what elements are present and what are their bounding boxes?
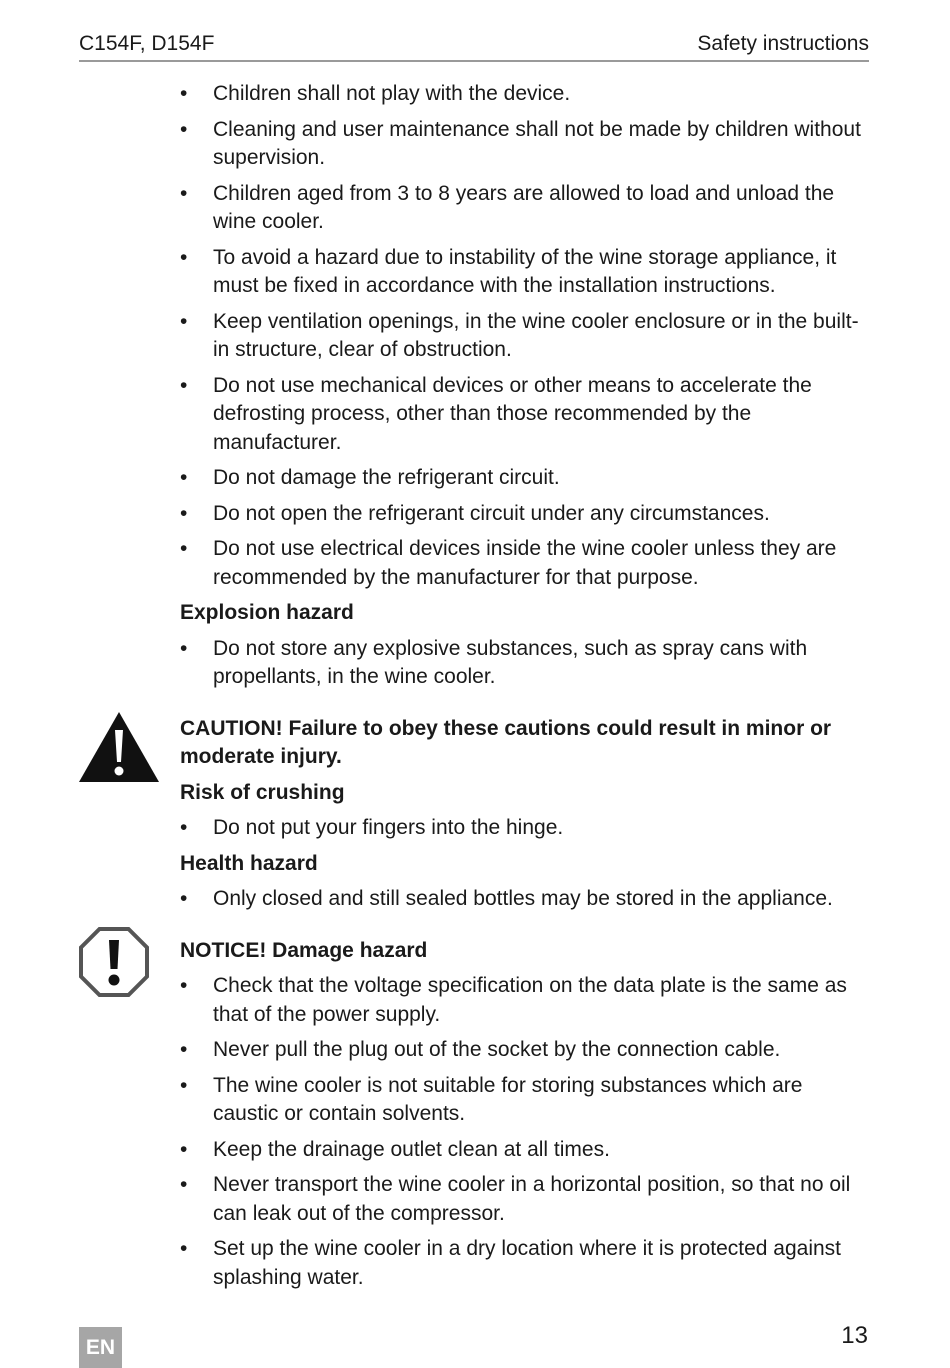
main-content [180,80,870,1299]
health-hazard-heading: Health hazard [180,851,318,875]
list-item: • Do not store any explosive substances, such as spray cans with propellants, in the wine cooler. [180,635,870,692]
list-item: • Never pull the plug out of the socket by the connection cable. [180,1036,870,1065]
children-bullet-list [180,80,870,592]
list-item: • The wine cooler is not suitable for storing substances which are caustic or contain solvents. [180,1072,870,1129]
list-item: • Set up the wine cooler in a dry location where it is protected against splashing water. [180,1235,870,1292]
page-number: 13 [841,1322,868,1349]
list-item: • Do not open the refrigerant circuit under any circumstances. [180,500,870,529]
caution-title: CAUTION! Failure to obey these cautions could result in minor or moderate injury. [180,716,832,768]
notice-title: NOTICE! Damage hazard [180,938,428,962]
language-tab: EN [79,1327,122,1368]
explosion-hazard-heading: Explosion hazard [180,601,354,624]
list-item: • Do not damage the refrigerant circuit. [180,464,870,493]
risk-of-crushing-heading: Risk of crushing [180,780,345,804]
list-item: • Do not use mechanical devices or other means to accelerate the defrosting process, other than those recommended by the manufacturer. [180,372,870,458]
list-item: • Children aged from 3 to 8 years are allowed to load and unload the wine cooler. [180,180,870,237]
warning-triangle-icon [79,712,159,782]
section-title: Safety instructions [697,32,869,55]
list-item: • Children shall not play with the device. [180,80,870,109]
list-item: • Only closed and still sealed bottles may be stored in the appliance. [180,885,870,914]
list-item: • Do not put your fingers into the hinge. [180,814,870,843]
list-item: • To avoid a hazard due to instability of the wine storage appliance, it must be fixed in accordance with the installation instructions. [180,244,870,301]
list-item: • Never transport the wine cooler in a horizontal position, so that no oil can leak out of the compressor. [180,1171,870,1228]
page-header [79,30,869,62]
list-item: • Check that the voltage specification on the data plate is the same as that of the power supply. [180,972,870,1029]
list-item: • Cleaning and user maintenance shall not be made by children without supervision. [180,116,870,173]
list-item: • Keep ventilation openings, in the wine cooler enclosure or in the built-in structure, clear of obstruction. [180,308,870,365]
model-name: C154F, D154F [79,32,215,55]
list-item: • Do not use electrical devices inside the wine cooler unless they are recommended by the manufacturer for that purpose. [180,535,870,592]
notice-octagon-icon [79,927,149,997]
list-item: • Keep the drainage outlet clean at all times. [180,1136,870,1165]
notice-bullet-list [180,972,870,1292]
